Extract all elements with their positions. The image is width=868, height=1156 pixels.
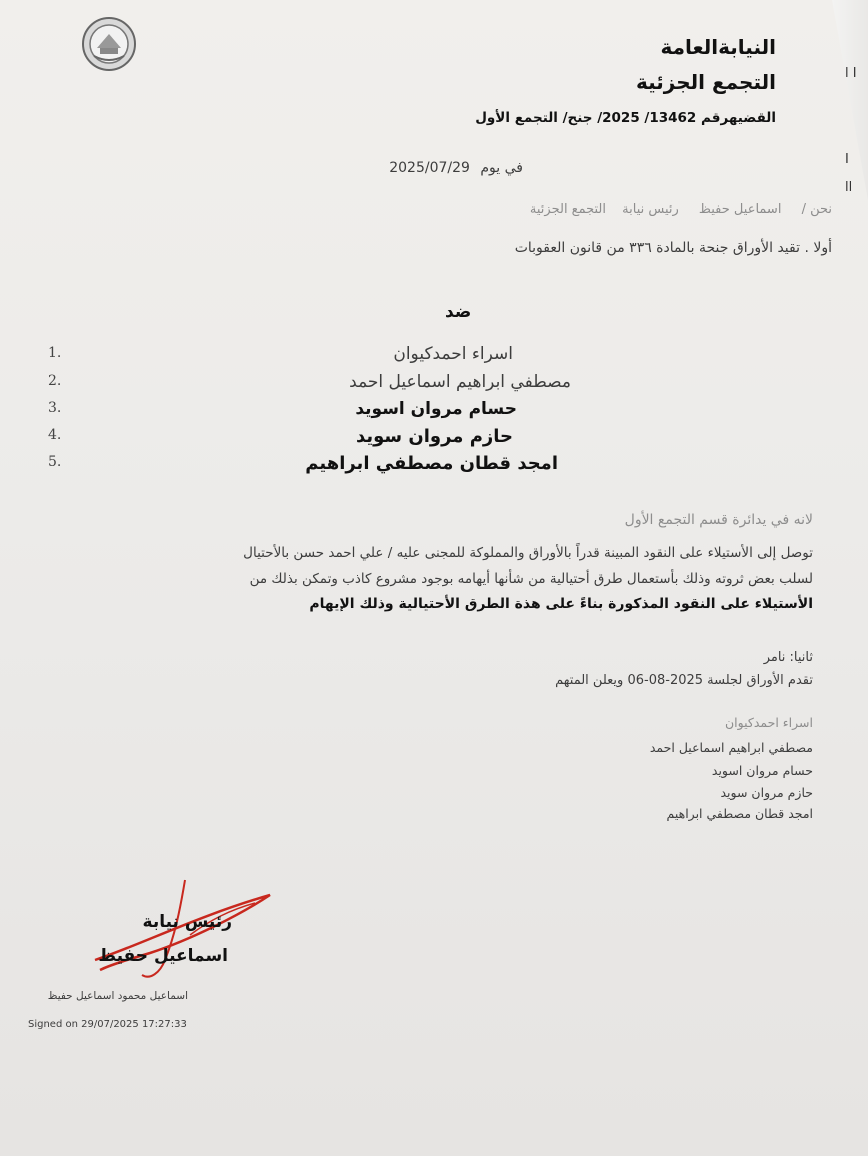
authority-name: النيابةالعامة (660, 35, 776, 59)
edge-mark: l I (845, 66, 857, 81)
first-decision: أولا . تقيد الأوراق جنحة بالمادة ٣٣٦ من قانون العقوبات (514, 240, 832, 256)
signatory-name: اسماعيل حفيظ (98, 946, 228, 966)
defendant-number: 1. (48, 345, 62, 361)
office-name: التجمع الجزئية (636, 70, 776, 94)
date-line (389, 160, 523, 176)
prosecutor-office: التجمع الجزئية (529, 202, 607, 217)
second-heading: ثانيا: نامر (763, 650, 813, 665)
defendant-name: مصطفي ابراهيم اسماعيل احمد (349, 372, 571, 392)
edge-mark: ll (845, 180, 853, 195)
printed-name: اسماعيل محمود اسماعيل حفيظ (47, 990, 188, 1002)
defendant-number: 4. (48, 427, 62, 443)
defendant-name: حسام مروان اسويد (355, 399, 517, 419)
edge-mark: I (845, 152, 849, 167)
defendant-name: حازم مروان سويد (355, 426, 513, 447)
defendant-number: 2. (48, 373, 62, 389)
prosecutor-title: رئيس نيابة (622, 202, 679, 217)
prosecutor-name: اسماعيل حفيظ (698, 202, 782, 217)
defendant-name: اسراء احمدكيوان (393, 344, 513, 364)
second-line: تقدم الأوراق لجلسة 2025-08-06 ويعلن المتهم (555, 673, 813, 688)
notify-item: امجد قطان مصطفي ابراهيم (666, 806, 813, 821)
we-label: نحن / (801, 202, 832, 217)
charge-line: الأستيلاء على النقود المذكورة بناءً على هذة الطرق الأحتيالية وذلك الإيهام (309, 596, 813, 612)
notify-item: مصطفي ابراهيم اسماعيل احمد (649, 740, 813, 755)
against-heading: ضد (445, 302, 472, 322)
charge-line: لسلب بعض ثروته وذلك بأستعمال طرق أحتيالية من شأنها أيهامه بوجود مشروع كاذب وتمكن بذلك من (249, 571, 813, 587)
date-value: 2025/07/29 (389, 160, 470, 176)
we-line (530, 202, 832, 217)
signatory-title: رئيس نيابة (142, 912, 232, 932)
defendant-number: 3. (48, 400, 62, 416)
notify-item: حسام مروان اسويد (711, 763, 813, 778)
defendant-name: امجد قطان مصطفي ابراهيم (305, 453, 558, 474)
notify-item: حازم مروان سويد (720, 785, 813, 800)
defendant-number: 5. (48, 454, 62, 470)
signed-timestamp: Signed on 29/07/2025 17:27:33 (28, 1019, 187, 1030)
date-label: في يوم (480, 160, 523, 176)
charge-line: توصل إلى الأستيلاء على النقود المبينة قدراً بالأوراق والمملوكة للمجنى عليه / علي احمد حسن بالأحتيال (243, 545, 813, 561)
case-number: القضيهرقم 13462/ 2025/ جنح/ التجمع الأول (475, 110, 776, 126)
prosecution-seal-icon (80, 16, 138, 72)
charge-intro: لانه في يدائرة قسم التجمع الأول (624, 512, 813, 528)
notify-item: اسراء احمدكيوان (725, 715, 813, 730)
